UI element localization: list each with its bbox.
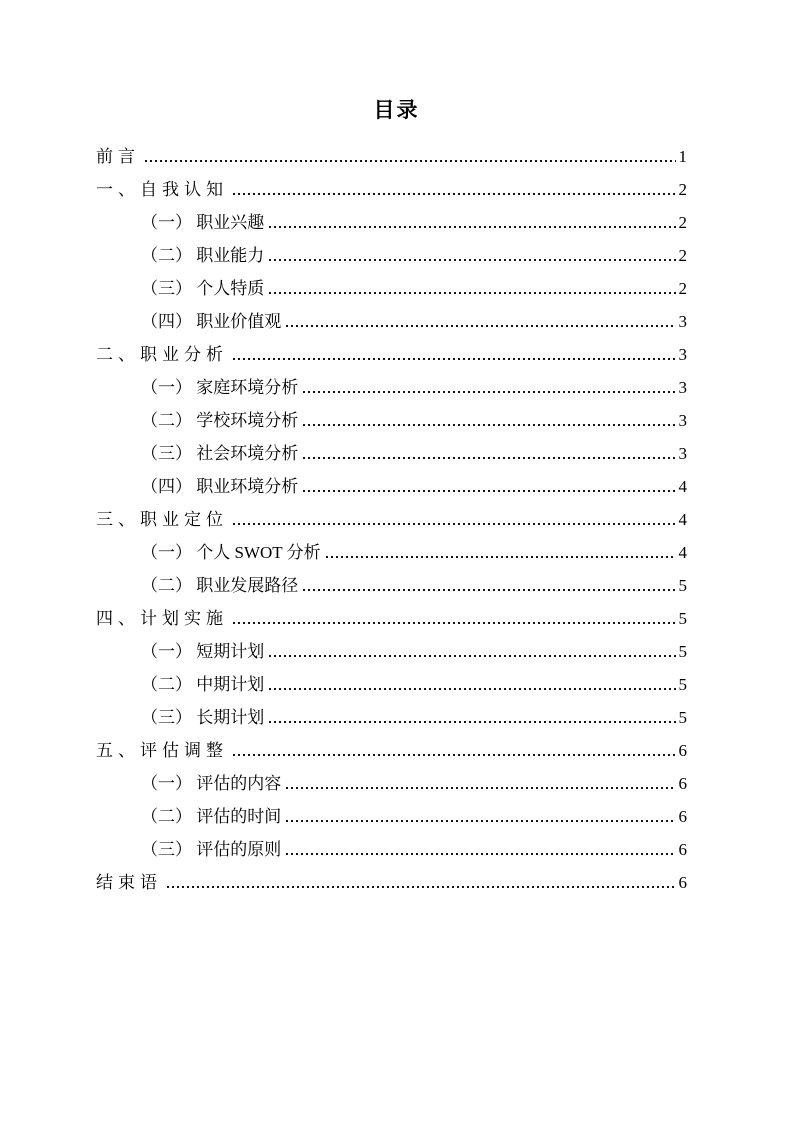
dot-leader [303, 424, 675, 426]
toc-entry[interactable] [96, 800, 687, 833]
toc-page-number: 4 [678, 543, 687, 562]
toc-entry[interactable] [96, 569, 687, 602]
toc-entry[interactable] [96, 635, 687, 668]
toc-page-number: 1 [678, 147, 687, 166]
dot-leader [233, 523, 676, 525]
toc-entry-label: 一、自我认知 [96, 180, 228, 199]
toc-page-number: 2 [678, 279, 687, 298]
toc-entry-label: （三） 个人特质 [141, 279, 265, 298]
toc-page-number: 3 [678, 411, 687, 430]
dot-leader [269, 688, 675, 690]
toc-page-number: 5 [678, 708, 687, 727]
dot-leader [286, 853, 675, 855]
toc-entry[interactable] [96, 701, 687, 734]
dot-leader [303, 391, 675, 393]
toc-page-number: 6 [678, 774, 687, 793]
toc-entry-label: （四） 职业环境分析 [141, 477, 299, 496]
toc-page-number: 6 [678, 873, 687, 892]
dot-leader [286, 787, 675, 789]
toc-entry[interactable] [96, 668, 687, 701]
toc-entry-label: （二） 中期计划 [141, 675, 265, 694]
toc-entry-label: （二） 学校环境分析 [141, 411, 299, 430]
toc-entry[interactable] [96, 404, 687, 437]
toc-entry-label: 四、计划实施 [96, 609, 228, 628]
toc-entry[interactable] [96, 470, 687, 503]
dot-leader [233, 622, 676, 624]
toc-page-number: 6 [678, 807, 687, 826]
dot-leader [233, 754, 676, 756]
toc-page-number: 5 [678, 609, 687, 628]
toc-page-number: 3 [678, 345, 687, 364]
toc-entry-label: （一） 职业兴趣 [141, 213, 265, 232]
dot-leader [145, 160, 676, 162]
toc-entry-label: 三、职业定位 [96, 510, 228, 529]
toc-entry-label: （一） 个人 SWOT 分析 [141, 543, 321, 562]
dot-leader [167, 886, 676, 888]
toc-entry-label: 结束语 [96, 873, 162, 892]
toc-entry-label: （三） 评估的原则 [141, 840, 282, 859]
toc-page-number: 3 [678, 312, 687, 331]
dot-leader [286, 325, 675, 327]
toc-entry-label: 二、职业分析 [96, 345, 228, 364]
toc-page-number: 4 [678, 477, 687, 496]
toc-entry[interactable] [96, 734, 687, 767]
toc-page-number: 3 [678, 444, 687, 463]
toc-entry[interactable] [96, 140, 687, 173]
dot-leader [269, 259, 675, 261]
toc-entry-label: 前言 [96, 147, 140, 166]
dot-leader [233, 358, 676, 360]
dot-leader [303, 490, 675, 492]
dot-leader [286, 820, 675, 822]
toc-entry-label: （二） 职业发展路径 [141, 576, 299, 595]
toc-entry[interactable] [96, 503, 687, 536]
toc-entry-label: （三） 社会环境分析 [141, 444, 299, 463]
toc-entry[interactable] [96, 173, 687, 206]
toc-entry[interactable] [96, 305, 687, 338]
toc-entry[interactable] [96, 767, 687, 800]
toc-entry[interactable] [96, 833, 687, 866]
dot-leader [269, 292, 675, 294]
dot-leader [269, 655, 675, 657]
toc-entry-label: （一） 短期计划 [141, 642, 265, 661]
toc-page-number: 5 [678, 675, 687, 694]
toc-page-number: 2 [678, 180, 687, 199]
dot-leader [269, 721, 675, 723]
toc-page-number: 2 [678, 246, 687, 265]
toc-page-number: 2 [678, 213, 687, 232]
toc-entry[interactable] [96, 371, 687, 404]
dot-leader [269, 226, 675, 228]
toc-entry-label: （一） 评估的内容 [141, 774, 282, 793]
toc-page-number: 5 [678, 642, 687, 661]
toc-entry[interactable] [96, 272, 687, 305]
toc-entry-label: （二） 评估的时间 [141, 807, 282, 826]
dot-leader [303, 457, 675, 459]
dot-leader [326, 556, 676, 558]
toc-entry[interactable] [96, 239, 687, 272]
toc-entry[interactable] [96, 602, 687, 635]
toc-entry[interactable] [96, 536, 687, 569]
toc-page-number: 4 [678, 510, 687, 529]
toc-page-number: 6 [678, 741, 687, 760]
toc-entry-label: 五、评估调整 [96, 741, 228, 760]
toc-entry-label: （四） 职业价值观 [141, 312, 282, 331]
dot-leader [303, 589, 675, 591]
toc-list [96, 140, 687, 899]
toc-entry-label: （三） 长期计划 [141, 708, 265, 727]
dot-leader [233, 193, 676, 195]
toc-entry[interactable] [96, 866, 687, 899]
page-title: 目录 [373, 98, 420, 122]
toc-page-number: 3 [678, 378, 687, 397]
toc-page-number: 5 [678, 576, 687, 595]
toc-entry-label: （二） 职业能力 [141, 246, 265, 265]
toc-entry[interactable] [96, 206, 687, 239]
toc-entry[interactable] [96, 437, 687, 470]
toc-page-number: 6 [678, 840, 687, 859]
toc-entry[interactable] [96, 338, 687, 371]
toc-entry-label: （一） 家庭环境分析 [141, 378, 299, 397]
